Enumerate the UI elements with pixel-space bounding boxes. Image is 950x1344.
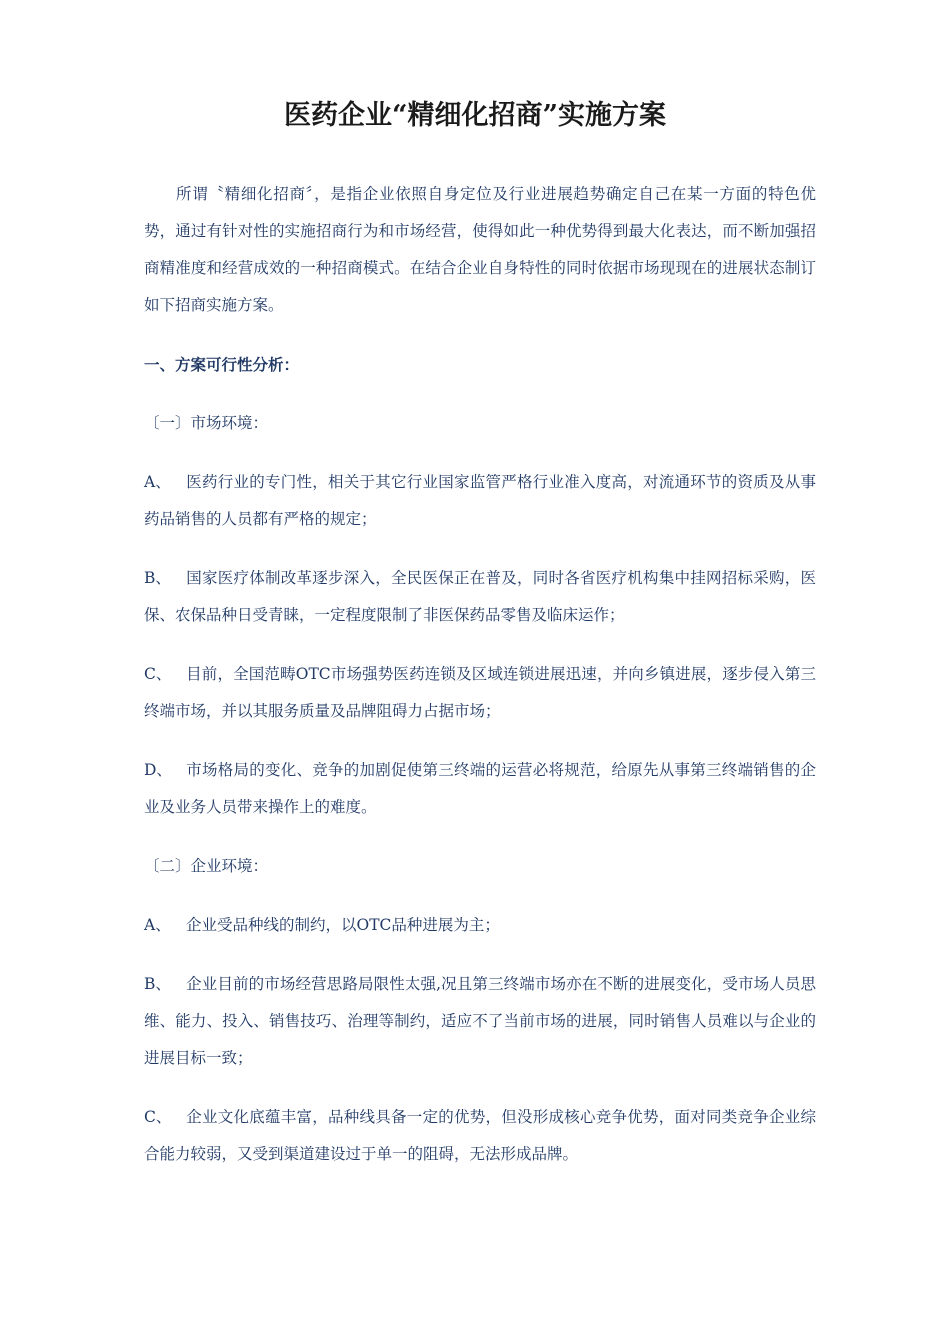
- list-item-text: 市场格局的变化、竞争的加剧促使第三终端的运营必将规范，给原先从事第三终端销售的企业及业务人员带来操作上的难度。: [144, 761, 816, 816]
- document-body: [144, 176, 816, 1195]
- list-item-text: 企业文化底蕴丰富，品种线具备一定的优势，但没形成核心竞争优势，面对同类竞争企业综合能力较弱，又受到渠道建设过于单一的阻碍，无法形成品牌。: [144, 1108, 816, 1163]
- list-item-label: A、: [144, 916, 171, 934]
- section-heading: 一、方案可行性分析：: [144, 355, 300, 374]
- list-item-text: 企业目前的市场经营思路局限性太强,况且第三终端市场亦在不断的进展变化，受市场人员思维、能力、投入、销售技巧、治理等制约，适应不了当前市场的进展，同时销售人员难以与企业的进展目标一致；: [144, 975, 816, 1067]
- document-title: 医药企业“精细化招商”实施方案: [283, 100, 667, 131]
- list-item: [144, 656, 816, 730]
- list-item-label: B、: [144, 569, 171, 587]
- list-item-label: C、: [144, 1108, 172, 1126]
- list-item: [144, 752, 816, 826]
- list-item: [144, 560, 816, 634]
- list-item-label: D、: [144, 761, 172, 779]
- list-item-text: 医药行业的专门性，相关于其它行业国家监管严格行业准入度高，对流通环节的资质及从事药品销售的人员都有严格的规定；: [144, 473, 816, 528]
- subsection-heading-market: 〔一〕市场环境：: [144, 414, 269, 432]
- list-item: [144, 1099, 816, 1173]
- list-item-label: B、: [144, 975, 171, 993]
- list-item-text: 目前，全国范畴OTC市场强势医药连锁及区域连锁进展迅速，并向乡镇进展，逐步侵入第三终端市场，并以其服务质量及品牌阻碍力占据市场；: [144, 665, 816, 720]
- list-item: [144, 464, 816, 538]
- intro-paragraph: 所谓〝精细化招商〞，是指企业依照自身定位及行业进展趋势确定自己在某一方面的特色优势，通过有针对性的实施招商行为和市场经营，使得如此一种优势得到最大化表达，而不断加强招商精准度和经营成效的一种招商模式。在结合企业自身特性的同时依据市场现现在的进展状态制订如下招商实施方案。: [144, 185, 816, 314]
- list-item: [144, 907, 816, 944]
- subsection-heading-enterprise: 〔二〕企业环境：: [144, 857, 269, 875]
- list-item: [144, 966, 816, 1077]
- list-item-text: 国家医疗体制改革逐步深入，全民医保正在普及，同时各省医疗机构集中挂网招标采购，医保、农保品种日受青睐，一定程度限制了非医保药品零售及临床运作；: [144, 569, 816, 624]
- list-item-text: 企业受品种线的制约，以OTC品种进展为主；: [186, 916, 500, 934]
- list-item-label: A、: [144, 473, 171, 491]
- list-item-label: C、: [144, 665, 172, 683]
